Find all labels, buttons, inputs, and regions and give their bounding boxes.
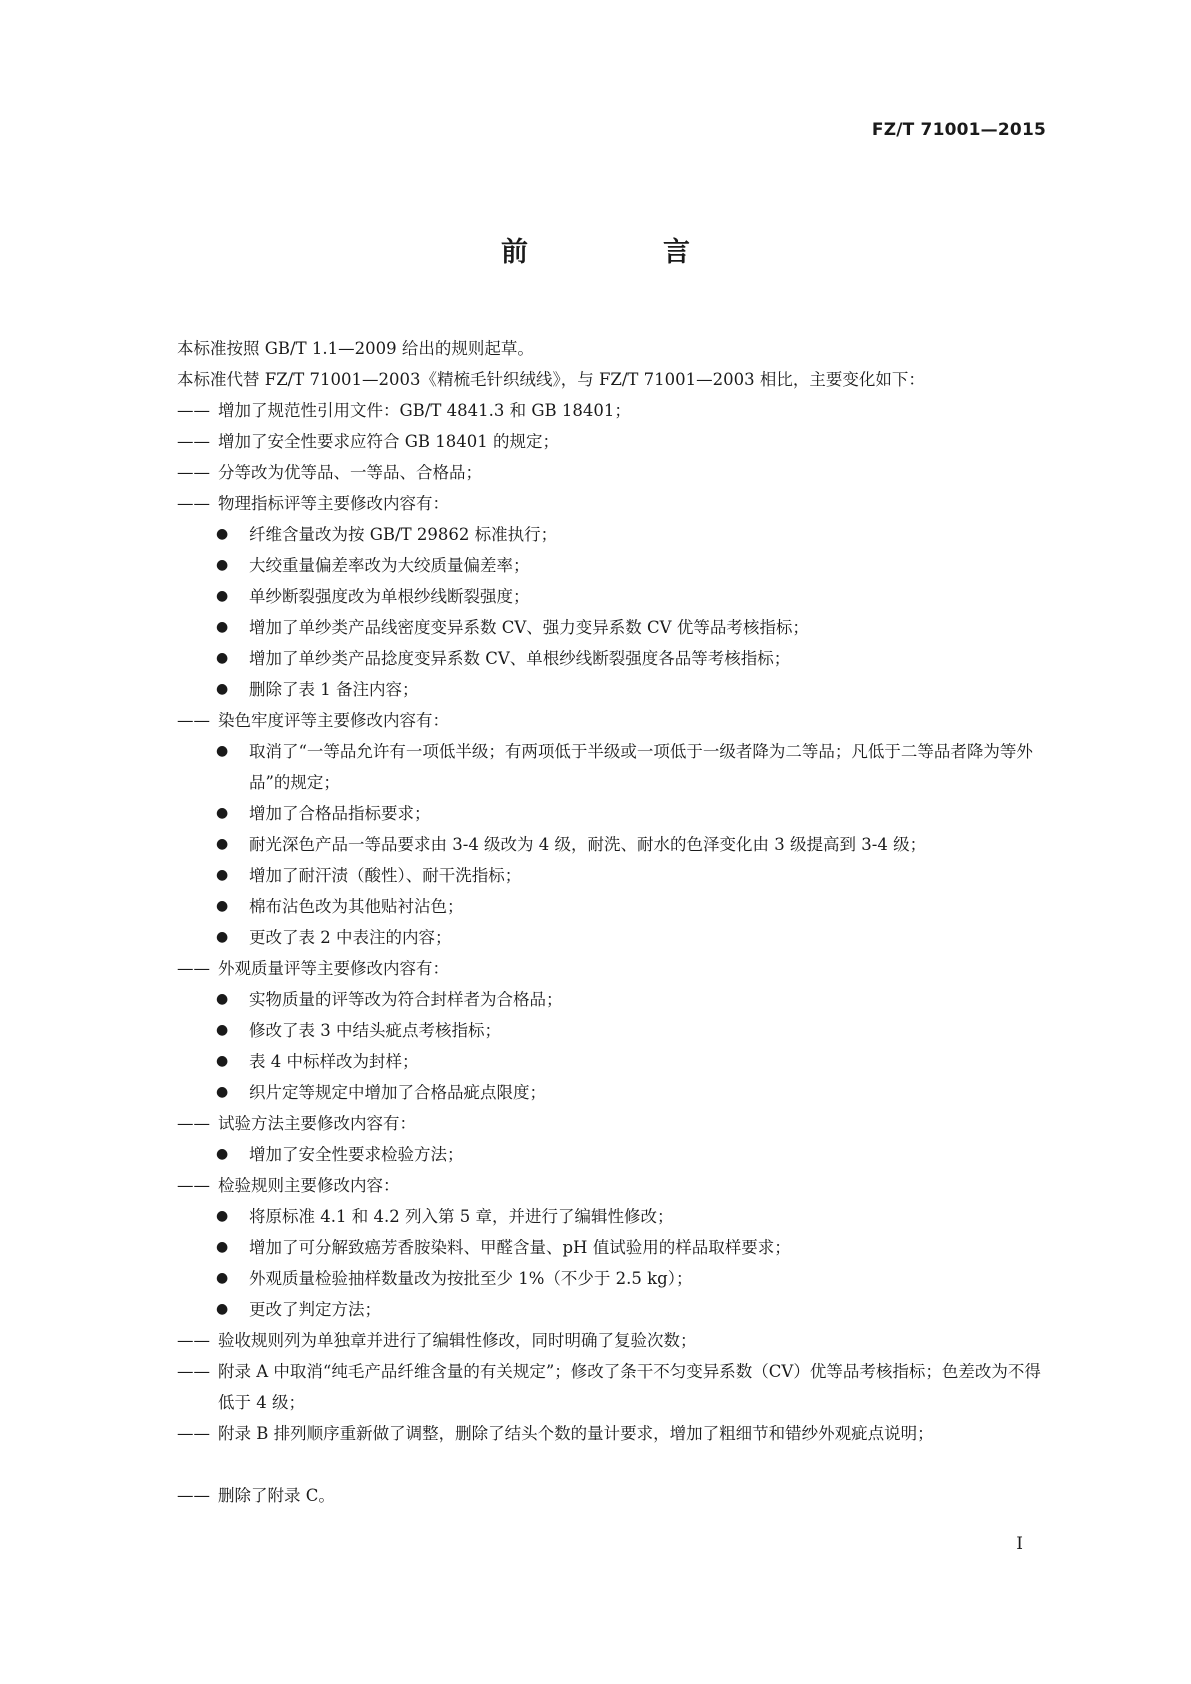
list-item-text: 外观质量评等主要修改内容有： bbox=[218, 959, 449, 978]
list-item-text: 纤维含量改为按 GB/T 29862 标准执行； bbox=[249, 525, 558, 544]
bullet-list-item bbox=[177, 1232, 1057, 1263]
bullet-icon: ● bbox=[216, 588, 229, 604]
list-item-text: 验收规则列为单独章并进行了编辑性修改，同时明确了复验次数； bbox=[218, 1331, 697, 1350]
bullet-icon: ● bbox=[216, 743, 229, 759]
dash-list-item bbox=[177, 1325, 1057, 1356]
bullet-list-item bbox=[177, 1015, 1057, 1046]
bullet-list-item bbox=[177, 674, 1057, 705]
bullet-icon: ● bbox=[216, 1270, 229, 1286]
bullet-icon: ● bbox=[216, 898, 229, 914]
bullet-icon: ● bbox=[216, 1239, 229, 1255]
dash-marker: —— bbox=[177, 432, 210, 451]
list-item-text: 检验规则主要修改内容： bbox=[218, 1176, 400, 1195]
bullet-list-item bbox=[177, 984, 1057, 1015]
list-item-text: 大绞重量偏差率改为大绞质量偏差率； bbox=[249, 556, 530, 575]
dash-list-item bbox=[177, 488, 1057, 519]
dash-marker: —— bbox=[177, 711, 210, 730]
list-item-text: 物理指标评等主要修改内容有： bbox=[218, 494, 449, 513]
page-number: I bbox=[1016, 1534, 1023, 1554]
bullet-list-item bbox=[177, 1077, 1057, 1108]
bullet-list-item bbox=[177, 891, 1057, 922]
list-item-text: 试验方法主要修改内容有： bbox=[218, 1114, 416, 1133]
dash-marker: —— bbox=[177, 1424, 210, 1443]
bullet-list-item bbox=[177, 519, 1057, 550]
bullet-icon: ● bbox=[216, 867, 229, 883]
bullet-icon: ● bbox=[216, 1301, 229, 1317]
dash-list-item bbox=[177, 457, 1057, 488]
dash-marker: —— bbox=[177, 1362, 210, 1381]
dash-marker: —— bbox=[177, 1114, 210, 1133]
bullet-list-item bbox=[177, 922, 1057, 953]
bullet-icon: ● bbox=[216, 1084, 229, 1100]
dash-list-item bbox=[177, 1170, 1057, 1201]
dash-marker: —— bbox=[177, 1486, 210, 1505]
list-item-text: 删除了附录 C。 bbox=[218, 1486, 335, 1505]
bullet-list-item bbox=[177, 581, 1057, 612]
bullet-icon: ● bbox=[216, 929, 229, 945]
bullet-icon: ● bbox=[216, 681, 229, 697]
dash-list-item bbox=[177, 395, 1057, 426]
list-item-text: 修改了表 3 中结头疵点考核指标； bbox=[249, 1021, 501, 1040]
dash-marker: —— bbox=[177, 494, 210, 513]
dash-list-item bbox=[177, 1480, 1057, 1511]
bullet-list-item bbox=[177, 1294, 1057, 1325]
bullet-icon: ● bbox=[216, 1022, 229, 1038]
bullet-icon: ● bbox=[216, 619, 229, 635]
list-item-text: 更改了判定方法； bbox=[249, 1300, 381, 1319]
dash-list-item bbox=[177, 705, 1057, 736]
dash-list-item bbox=[177, 953, 1057, 984]
dash-list-item bbox=[177, 1418, 1057, 1480]
list-item-text: 删除了表 1 备注内容； bbox=[249, 680, 419, 699]
list-item-text: 实物质量的评等改为符合封样者为合格品； bbox=[249, 990, 563, 1009]
bullet-list-item bbox=[177, 736, 1057, 798]
bullet-icon: ● bbox=[216, 1208, 229, 1224]
list-item-text: 增加了安全性要求应符合 GB 18401 的规定； bbox=[218, 432, 560, 451]
list-item-text: 增加了耐汗渍（酸性）、耐干洗指标； bbox=[249, 866, 522, 885]
bullet-icon: ● bbox=[216, 805, 229, 821]
list-item-text: 单纱断裂强度改为单根纱线断裂强度； bbox=[249, 587, 530, 606]
bullet-list-item bbox=[177, 860, 1057, 891]
list-item-text: 增加了规范性引用文件：GB/T 4841.3 和 GB 18401； bbox=[218, 401, 631, 420]
list-item-text: 增加了单纱类产品捻度变异系数 CV、单根纱线断裂强度各品等考核指标； bbox=[249, 649, 791, 668]
bullet-list-item bbox=[177, 612, 1057, 643]
bullet-icon: ● bbox=[216, 1053, 229, 1069]
bullet-list-item bbox=[177, 643, 1057, 674]
list-item-text: 附录 B 排列顺序重新做了调整，删除了结头个数的量计要求，增加了粗细节和错纱外观疵点说明； bbox=[218, 1424, 934, 1443]
bullet-list-item bbox=[177, 1046, 1057, 1077]
list-item-text: 增加了单纱类产品线密度变异系数 CV、强力变异系数 CV 优等品考核指标； bbox=[249, 618, 809, 637]
dash-marker: —— bbox=[177, 959, 210, 978]
list-item-text: 取消了“一等品允许有一项低半级；有两项低于半级或一项低于一级者降为二等品；凡低于二等品者降为等外品”的规定； bbox=[249, 742, 1033, 792]
list-item-text: 分等改为优等品、一等品、合格品； bbox=[218, 463, 482, 482]
bullet-list-item bbox=[177, 1263, 1057, 1294]
list-item-text: 增加了可分解致癌芳香胺染料、甲醛含量、pH 值试验用的样品取样要求； bbox=[249, 1238, 791, 1257]
standard-code: FZ/T 71001—2015 bbox=[871, 120, 1046, 140]
paragraph: 本标准代替 FZ/T 71001—2003《精梳毛针织绒线》，与 FZ/T 71001—2003 相比，主要变化如下： bbox=[177, 370, 925, 389]
dash-marker: —— bbox=[177, 1176, 210, 1195]
list-item-text: 附录 A 中取消“纯毛产品纤维含量的有关规定”；修改了条干不匀变异系数（CV）优等品考核指标；色差改为不得低于 4 级； bbox=[218, 1362, 1041, 1412]
dash-marker: —— bbox=[177, 401, 210, 420]
bullet-list-item bbox=[177, 1139, 1057, 1170]
bullet-list-item bbox=[177, 550, 1057, 581]
bullet-list-item bbox=[177, 829, 1057, 860]
bullet-icon: ● bbox=[216, 526, 229, 542]
bullet-icon: ● bbox=[216, 557, 229, 573]
list-item-text: 织片定等规定中增加了合格品疵点限度； bbox=[249, 1083, 546, 1102]
dash-list-item bbox=[177, 426, 1057, 457]
bullet-icon: ● bbox=[216, 1146, 229, 1162]
dash-marker: —— bbox=[177, 463, 210, 482]
foreword-content bbox=[177, 333, 1057, 1511]
bullet-list-item bbox=[177, 798, 1057, 829]
list-item-text: 外观质量检验抽样数量改为按批至少 1%（不少于 2.5 kg）； bbox=[249, 1269, 693, 1288]
bullet-list-item bbox=[177, 1201, 1057, 1232]
list-item-text: 染色牢度评等主要修改内容有： bbox=[218, 711, 449, 730]
bullet-icon: ● bbox=[216, 650, 229, 666]
paragraph: 本标准按照 GB/T 1.1—2009 给出的规则起草。 bbox=[177, 339, 534, 358]
list-item-text: 耐光深色产品一等品要求由 3-4 级改为 4 级，耐洗、耐水的色泽变化由 3 级提高到 3-4 级； bbox=[249, 835, 927, 854]
change-list bbox=[177, 395, 1057, 1511]
list-item-text: 增加了安全性要求检验方法； bbox=[249, 1145, 464, 1164]
list-item-text: 将原标准 4.1 和 4.2 列入第 5 章，并进行了编辑性修改； bbox=[249, 1207, 674, 1226]
list-item-text: 表 4 中标样改为封样； bbox=[249, 1052, 419, 1071]
page-title: 前 言 bbox=[501, 237, 744, 268]
bullet-icon: ● bbox=[216, 836, 229, 852]
list-item-text: 更改了表 2 中表注的内容； bbox=[249, 928, 452, 947]
dash-list-item bbox=[177, 1108, 1057, 1139]
bullet-icon: ● bbox=[216, 991, 229, 1007]
list-item-text: 棉布沾色改为其他贴衬沾色； bbox=[249, 897, 464, 916]
list-item-text: 增加了合格品指标要求； bbox=[249, 804, 431, 823]
dash-marker: —— bbox=[177, 1331, 210, 1350]
dash-list-item bbox=[177, 1356, 1057, 1418]
